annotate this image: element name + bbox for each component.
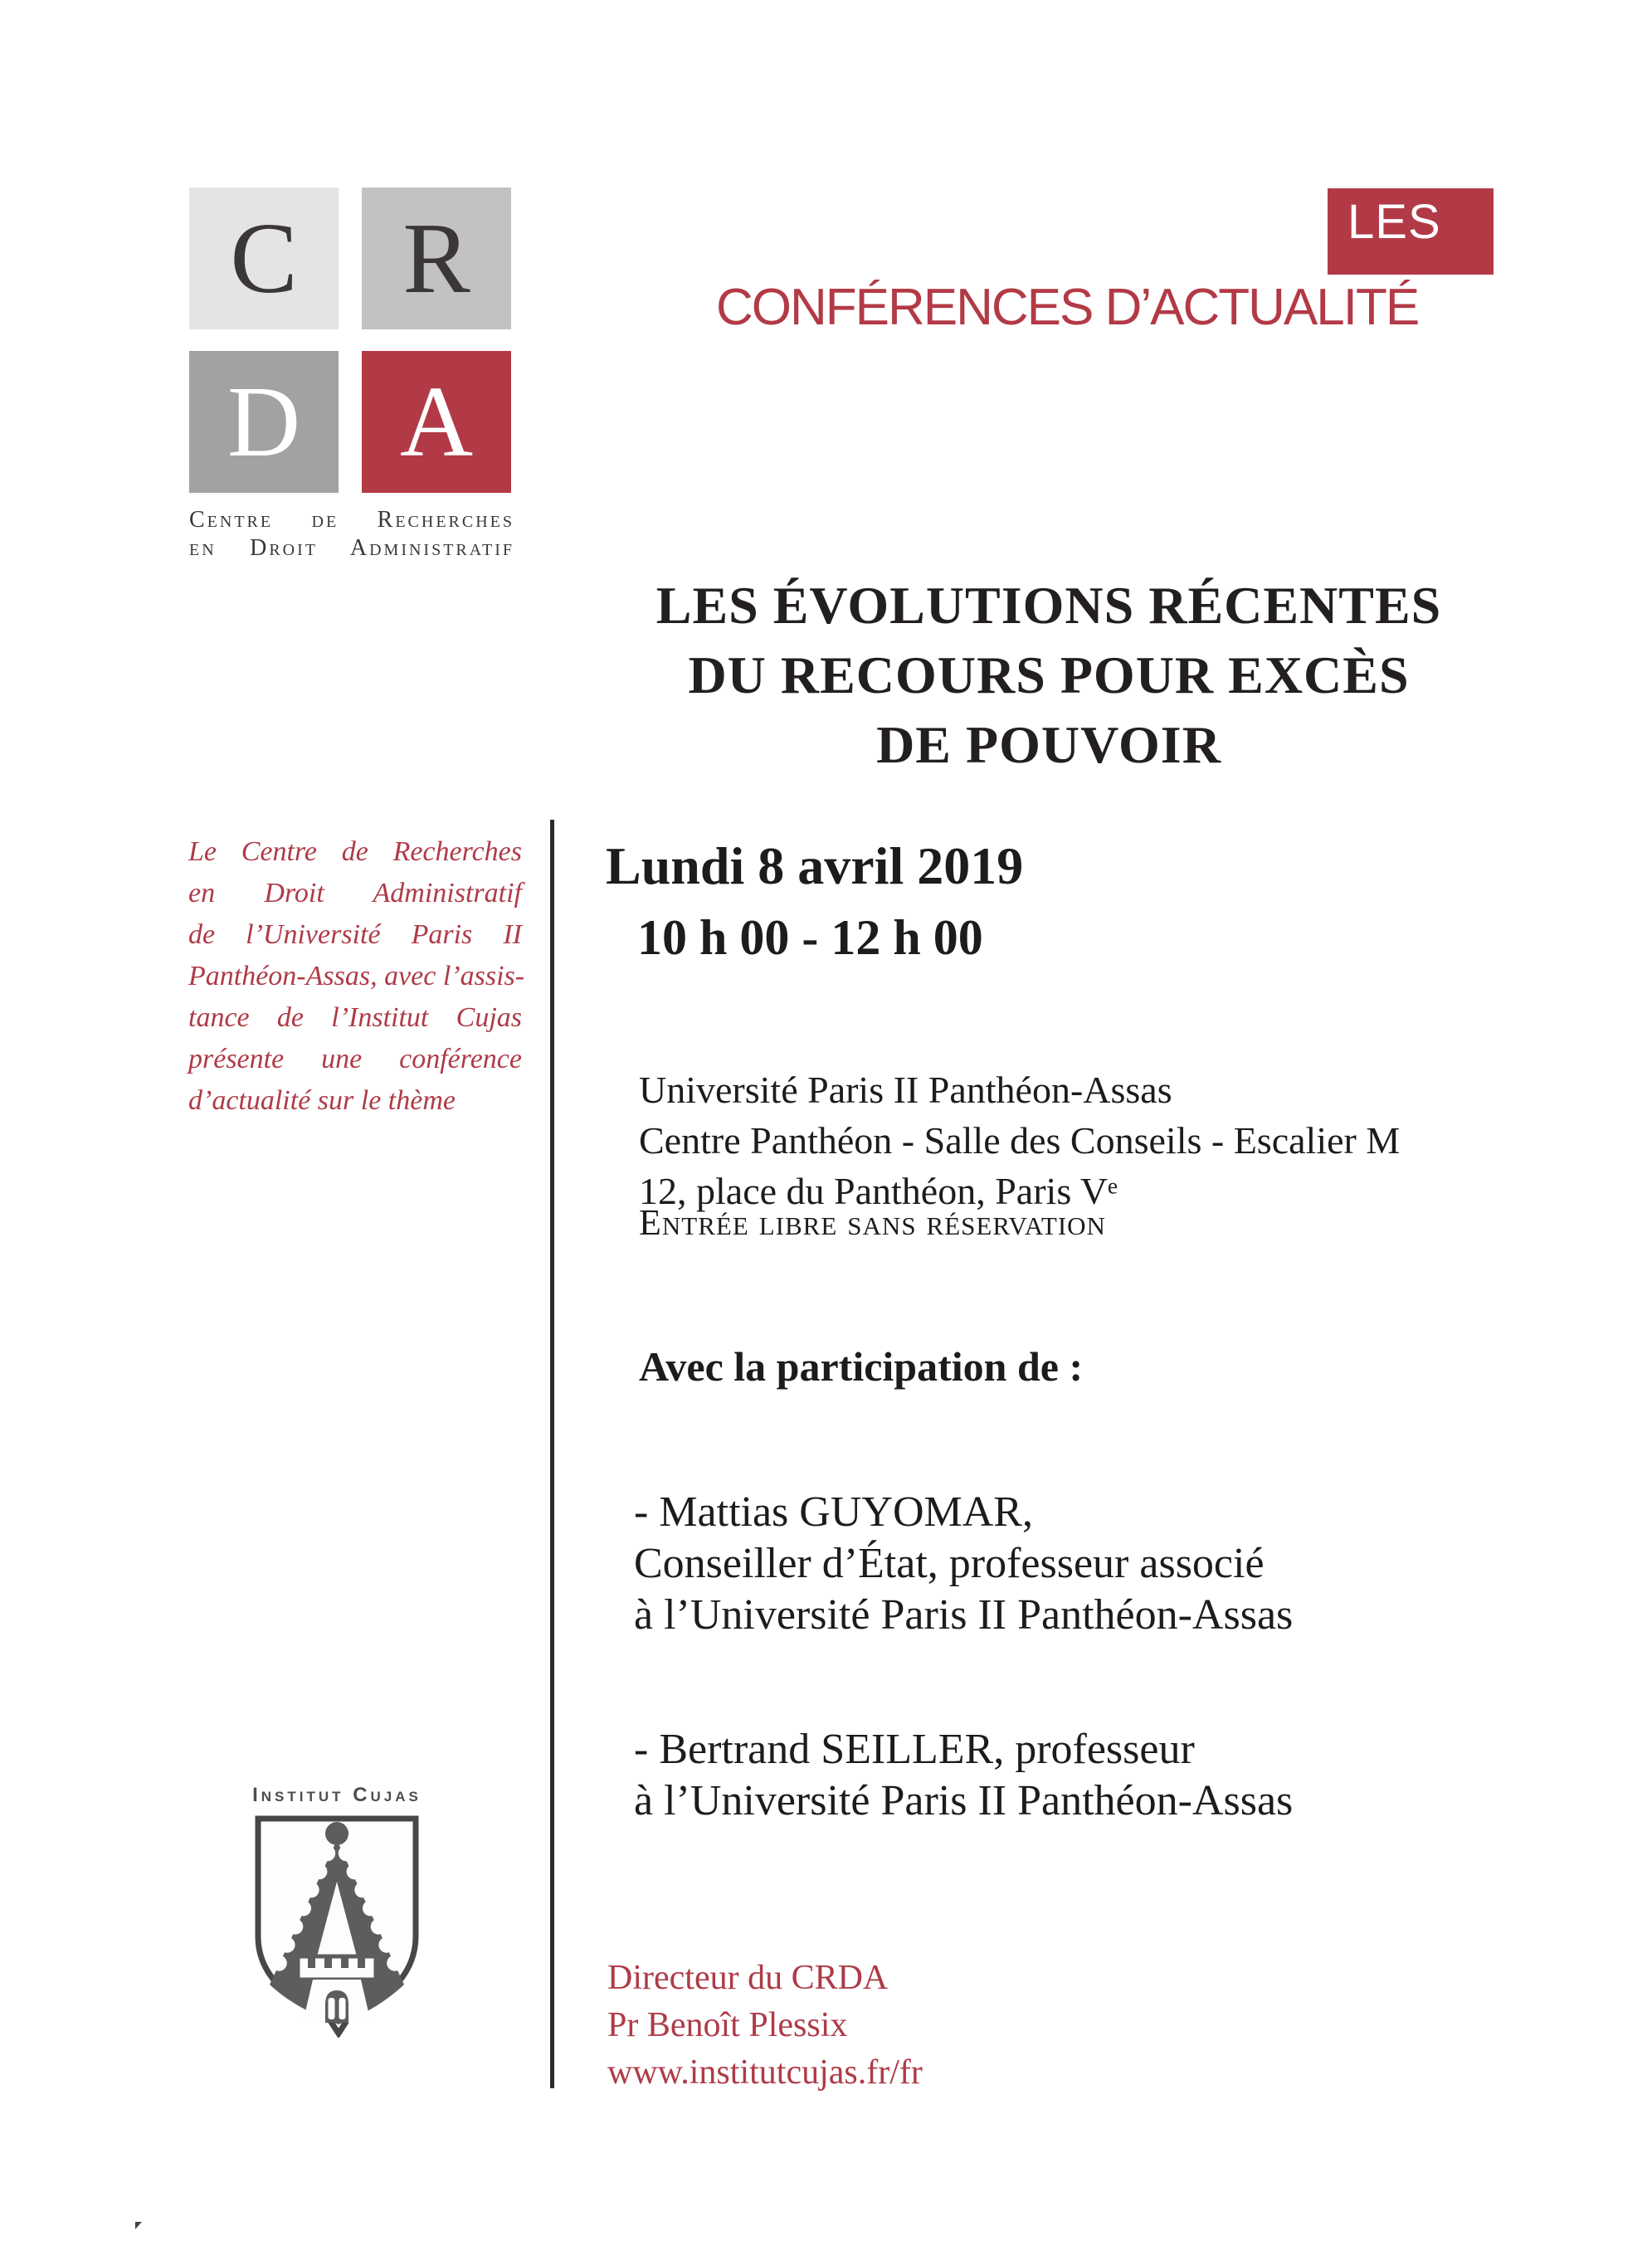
institut-cujas-shield-icon bbox=[250, 1812, 424, 2038]
crda-letter-a: A bbox=[399, 365, 474, 478]
conference-title bbox=[584, 571, 1513, 780]
crda-caption-line: en Droit Administratif bbox=[189, 535, 514, 561]
institut-cujas-caption: Institut Cujas bbox=[252, 1784, 422, 1806]
conference-title-line: DU RECOURS POUR EXCÈS bbox=[688, 645, 1410, 704]
venue-line: Université Paris II Panthéon-Assas bbox=[639, 1069, 1172, 1111]
participant-line: à l’Université Paris II Panthéon-Assas bbox=[634, 1777, 1294, 1824]
crda-letter-d: D bbox=[227, 365, 301, 478]
event-time: 10 h 00 - 12 h 00 bbox=[637, 910, 983, 965]
intro-line: présente une conférence bbox=[188, 1044, 522, 1074]
crda-square-c bbox=[189, 188, 339, 329]
website-line bbox=[607, 2049, 923, 2097]
crda-square-a bbox=[362, 351, 511, 493]
intro-line: Panthéon-Assas, avec l’assis- bbox=[188, 961, 525, 991]
crda-square-d bbox=[189, 351, 339, 493]
vertical-divider bbox=[550, 820, 554, 2088]
participant-guyomar bbox=[634, 1487, 1293, 1641]
institut-cujas-logo bbox=[249, 1785, 425, 2042]
participation-heading: Avec la participation de : bbox=[639, 1343, 1084, 1390]
stray-mark bbox=[135, 2222, 142, 2229]
crda-letter-r: R bbox=[402, 202, 470, 314]
venue-line: Centre Panthéon - Salle des Conseils - Escalier M bbox=[639, 1119, 1401, 1162]
venue-block bbox=[639, 1064, 1400, 1216]
crda-letter-c: C bbox=[230, 202, 298, 314]
participant-line: - Mattias GUYOMAR, bbox=[634, 1488, 1033, 1536]
director-label: Directeur du CRDA bbox=[607, 1959, 889, 1997]
crda-square-r bbox=[362, 188, 511, 329]
entry-note: Entrée libre sans réservation bbox=[639, 1202, 1106, 1243]
series-title: CONFÉRENCES D’ACTUALITÉ bbox=[716, 279, 1419, 336]
intro-line: tance de l’Institut Cujas bbox=[188, 1002, 522, 1033]
intro-line: Le Centre de Recherches bbox=[188, 836, 522, 867]
intro-paragraph bbox=[188, 831, 525, 1122]
intro-line: d’actualité sur le thème bbox=[188, 1085, 456, 1116]
conference-title-line: LES ÉVOLUTIONS RÉCENTES bbox=[655, 576, 1442, 635]
participant-line: - Bertrand SEILLER, professeur bbox=[634, 1726, 1195, 1773]
event-date: Lundi 8 avril 2019 bbox=[606, 836, 1024, 895]
footer-block bbox=[607, 1955, 923, 2097]
participant-line: à l’Université Paris II Panthéon-Assas bbox=[634, 1591, 1294, 1639]
participant-seiller bbox=[634, 1724, 1293, 1827]
crda-logo bbox=[189, 188, 514, 563]
director-name: Pr Benoît Plessix bbox=[607, 2006, 848, 2044]
website-link[interactable]: www.institutcujas.fr/fr bbox=[607, 2053, 923, 2092]
crda-caption-line: Centre de Recherches bbox=[189, 507, 514, 533]
participant-line: Conseiller d’État, professeur associé bbox=[634, 1540, 1265, 1587]
intro-line: en Droit Administratif bbox=[188, 878, 522, 908]
les-box bbox=[1328, 188, 1494, 275]
crda-caption bbox=[189, 506, 514, 563]
intro-line: de l’Université Paris II bbox=[188, 919, 522, 950]
crda-logo-squares bbox=[189, 188, 514, 493]
conference-title-line: DE POUVOIR bbox=[876, 715, 1221, 774]
les-label: LES bbox=[1347, 195, 1441, 249]
venue-line: 12, place du Panthéon, Paris Vᵉ bbox=[639, 1170, 1118, 1212]
